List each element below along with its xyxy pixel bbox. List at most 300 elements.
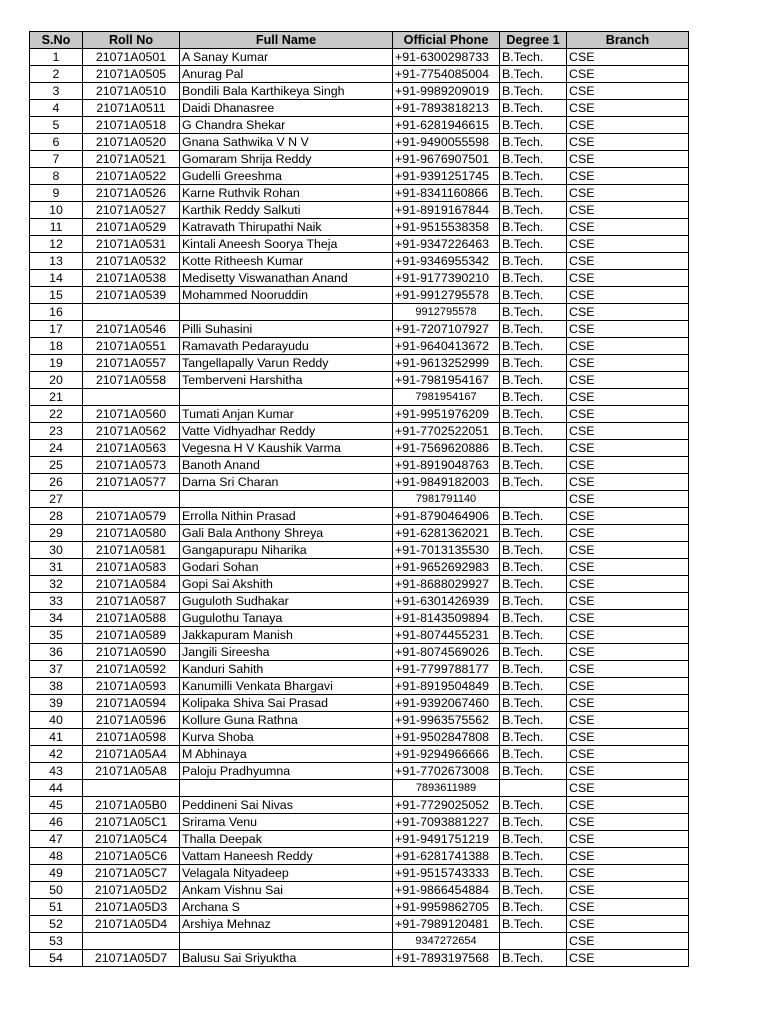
cell-degree: B.Tech. <box>500 134 567 151</box>
cell-full-name: Anurag Pal <box>180 66 393 83</box>
cell-full-name: Vattam Haneesh Reddy <box>180 848 393 865</box>
cell-roll-no: 21071A0588 <box>83 610 180 627</box>
table-row <box>30 695 689 712</box>
cell-full-name: Karne Ruthvik Rohan <box>180 185 393 202</box>
cell-full-name: Gangapurapu Niharika <box>180 542 393 559</box>
cell-branch: CSE <box>567 287 689 304</box>
cell-roll-no: 21071A0557 <box>83 355 180 372</box>
cell-sno: 25 <box>30 457 83 474</box>
cell-branch: CSE <box>567 117 689 134</box>
cell-sno: 37 <box>30 661 83 678</box>
cell-sno: 27 <box>30 491 83 508</box>
table-row <box>30 848 689 865</box>
cell-roll-no: 21071A0531 <box>83 236 180 253</box>
table-row <box>30 66 689 83</box>
cell-degree: B.Tech. <box>500 899 567 916</box>
cell-branch: CSE <box>567 66 689 83</box>
table-row <box>30 780 689 797</box>
table-body <box>30 49 689 967</box>
cell-degree: B.Tech. <box>500 304 567 321</box>
cell-full-name: Pilli Suhasini <box>180 321 393 338</box>
table-row <box>30 406 689 423</box>
cell-roll-no: 21071A0589 <box>83 627 180 644</box>
cell-full-name: Gnana Sathwika V N V <box>180 134 393 151</box>
cell-branch: CSE <box>567 474 689 491</box>
cell-branch: CSE <box>567 865 689 882</box>
cell-roll-no <box>83 491 180 508</box>
cell-roll-no: 21071A05C4 <box>83 831 180 848</box>
cell-degree: B.Tech. <box>500 593 567 610</box>
table-row <box>30 457 689 474</box>
cell-degree: B.Tech. <box>500 338 567 355</box>
header-degree: Degree 1 <box>500 32 567 49</box>
cell-official-phone: +91-7013135530 <box>393 542 500 559</box>
cell-branch: CSE <box>567 423 689 440</box>
table-row <box>30 712 689 729</box>
cell-degree: B.Tech. <box>500 83 567 100</box>
cell-roll-no: 21071A0522 <box>83 168 180 185</box>
cell-sno: 18 <box>30 338 83 355</box>
table-row <box>30 729 689 746</box>
table-row <box>30 882 689 899</box>
cell-roll-no <box>83 389 180 406</box>
cell-branch: CSE <box>567 338 689 355</box>
cell-roll-no: 21071A0520 <box>83 134 180 151</box>
cell-full-name: Balusu Sai Sriyuktha <box>180 950 393 967</box>
table-row <box>30 542 689 559</box>
cell-full-name: Archana S <box>180 899 393 916</box>
cell-roll-no: 21071A0583 <box>83 559 180 576</box>
cell-degree: B.Tech. <box>500 440 567 457</box>
cell-sno: 7 <box>30 151 83 168</box>
cell-full-name: Daidi Dhanasree <box>180 100 393 117</box>
cell-degree: B.Tech. <box>500 661 567 678</box>
cell-full-name: Darna Sri Charan <box>180 474 393 491</box>
cell-sno: 29 <box>30 525 83 542</box>
cell-roll-no: 21071A0579 <box>83 508 180 525</box>
cell-official-phone: +91-9490055598 <box>393 134 500 151</box>
cell-official-phone: +91-9959862705 <box>393 899 500 916</box>
cell-sno: 45 <box>30 797 83 814</box>
table-row <box>30 49 689 66</box>
cell-full-name <box>180 491 393 508</box>
cell-sno: 21 <box>30 389 83 406</box>
cell-degree: B.Tech. <box>500 117 567 134</box>
cell-roll-no: 21071A05D4 <box>83 916 180 933</box>
table-row <box>30 236 689 253</box>
cell-degree: B.Tech. <box>500 644 567 661</box>
cell-official-phone: 9347272654 <box>393 933 500 950</box>
cell-roll-no: 21071A0577 <box>83 474 180 491</box>
cell-official-phone: +91-9676907501 <box>393 151 500 168</box>
cell-degree: B.Tech. <box>500 882 567 899</box>
cell-branch: CSE <box>567 916 689 933</box>
cell-official-phone: +91-9391251745 <box>393 168 500 185</box>
table-row <box>30 304 689 321</box>
cell-official-phone: +91-7893818213 <box>393 100 500 117</box>
cell-degree: B.Tech. <box>500 355 567 372</box>
cell-roll-no: 21071A0587 <box>83 593 180 610</box>
cell-sno: 23 <box>30 423 83 440</box>
table-row <box>30 389 689 406</box>
cell-full-name: Thalla Deepak <box>180 831 393 848</box>
cell-branch: CSE <box>567 899 689 916</box>
table-row <box>30 644 689 661</box>
table-row <box>30 100 689 117</box>
cell-degree: B.Tech. <box>500 389 567 406</box>
cell-branch: CSE <box>567 151 689 168</box>
cell-branch: CSE <box>567 440 689 457</box>
cell-degree: B.Tech. <box>500 729 567 746</box>
cell-official-phone: +91-7981954167 <box>393 372 500 389</box>
cell-full-name: Tumati Anjan Kumar <box>180 406 393 423</box>
cell-sno: 15 <box>30 287 83 304</box>
table-row <box>30 933 689 950</box>
table-row <box>30 576 689 593</box>
cell-official-phone: +91-6281946615 <box>393 117 500 134</box>
cell-degree: B.Tech. <box>500 100 567 117</box>
cell-full-name: Karthik Reddy Salkuti <box>180 202 393 219</box>
cell-sno: 8 <box>30 168 83 185</box>
cell-roll-no: 21071A0581 <box>83 542 180 559</box>
cell-official-phone: +91-7989120481 <box>393 916 500 933</box>
cell-roll-no: 21071A0518 <box>83 117 180 134</box>
cell-sno: 4 <box>30 100 83 117</box>
cell-full-name <box>180 933 393 950</box>
table-row <box>30 831 689 848</box>
cell-full-name: Kolipaka Shiva Sai Prasad <box>180 695 393 712</box>
cell-official-phone: +91-9502847808 <box>393 729 500 746</box>
cell-branch: CSE <box>567 100 689 117</box>
cell-sno: 42 <box>30 746 83 763</box>
cell-degree: B.Tech. <box>500 576 567 593</box>
cell-branch: CSE <box>567 372 689 389</box>
cell-official-phone: +91-9963575562 <box>393 712 500 729</box>
cell-roll-no: 21071A0526 <box>83 185 180 202</box>
cell-sno: 17 <box>30 321 83 338</box>
cell-branch: CSE <box>567 168 689 185</box>
cell-full-name: Medisetty Viswanathan Anand <box>180 270 393 287</box>
table-row <box>30 440 689 457</box>
cell-degree: B.Tech. <box>500 66 567 83</box>
table-row <box>30 593 689 610</box>
table-row <box>30 270 689 287</box>
table-row <box>30 661 689 678</box>
cell-official-phone: +91-8790464906 <box>393 508 500 525</box>
cell-roll-no: 21071A0590 <box>83 644 180 661</box>
cell-branch: CSE <box>567 627 689 644</box>
cell-full-name: Kurva Shoba <box>180 729 393 746</box>
table-row <box>30 83 689 100</box>
cell-sno: 54 <box>30 950 83 967</box>
cell-sno: 10 <box>30 202 83 219</box>
cell-official-phone: +91-8919048763 <box>393 457 500 474</box>
cell-official-phone: +91-9849182003 <box>393 474 500 491</box>
cell-full-name: Katravath Thirupathi Naik <box>180 219 393 236</box>
cell-roll-no: 21071A05C7 <box>83 865 180 882</box>
cell-branch: CSE <box>567 457 689 474</box>
cell-full-name: Peddineni Sai Nivas <box>180 797 393 814</box>
cell-degree <box>500 780 567 797</box>
cell-sno: 28 <box>30 508 83 525</box>
cell-branch: CSE <box>567 83 689 100</box>
cell-full-name <box>180 780 393 797</box>
cell-full-name: Kollure Guna Rathna <box>180 712 393 729</box>
cell-degree <box>500 491 567 508</box>
cell-sno: 44 <box>30 780 83 797</box>
cell-roll-no: 21071A05C6 <box>83 848 180 865</box>
cell-full-name: Jakkapuram Manish <box>180 627 393 644</box>
cell-full-name: Temberveni Harshitha <box>180 372 393 389</box>
cell-branch: CSE <box>567 695 689 712</box>
cell-roll-no: 21071A0562 <box>83 423 180 440</box>
cell-roll-no: 21071A0539 <box>83 287 180 304</box>
cell-roll-no: 21071A0511 <box>83 100 180 117</box>
cell-branch: CSE <box>567 831 689 848</box>
cell-official-phone: +91-6281741388 <box>393 848 500 865</box>
cell-sno: 32 <box>30 576 83 593</box>
header-full-name: Full Name <box>180 32 393 49</box>
cell-full-name: Paloju Pradhyumna <box>180 763 393 780</box>
cell-sno: 46 <box>30 814 83 831</box>
cell-branch: CSE <box>567 49 689 66</box>
cell-roll-no: 21071A05B0 <box>83 797 180 814</box>
cell-branch: CSE <box>567 610 689 627</box>
cell-full-name: Srirama Venu <box>180 814 393 831</box>
cell-branch: CSE <box>567 712 689 729</box>
cell-roll-no: 21071A05A8 <box>83 763 180 780</box>
table-row <box>30 185 689 202</box>
cell-branch: CSE <box>567 202 689 219</box>
cell-degree: B.Tech. <box>500 457 567 474</box>
cell-roll-no: 21071A0584 <box>83 576 180 593</box>
header-roll-no: Roll No <box>83 32 180 49</box>
cell-sno: 43 <box>30 763 83 780</box>
table-row <box>30 321 689 338</box>
cell-full-name: Kotte Ritheesh Kumar <box>180 253 393 270</box>
cell-roll-no: 21071A0521 <box>83 151 180 168</box>
cell-official-phone: +91-9347226463 <box>393 236 500 253</box>
cell-branch: CSE <box>567 355 689 372</box>
table-row <box>30 253 689 270</box>
cell-degree: B.Tech. <box>500 508 567 525</box>
cell-degree: B.Tech. <box>500 542 567 559</box>
cell-official-phone: 7981954167 <box>393 389 500 406</box>
table-row <box>30 627 689 644</box>
cell-sno: 47 <box>30 831 83 848</box>
cell-official-phone: +91-9392067460 <box>393 695 500 712</box>
cell-full-name: Guguloth Sudhakar <box>180 593 393 610</box>
cell-branch: CSE <box>567 389 689 406</box>
cell-sno: 30 <box>30 542 83 559</box>
cell-sno: 14 <box>30 270 83 287</box>
cell-full-name: Tangellapally Varun Reddy <box>180 355 393 372</box>
cell-official-phone: +91-6300298733 <box>393 49 500 66</box>
cell-full-name: Gomaram Shrija Reddy <box>180 151 393 168</box>
table-row <box>30 865 689 882</box>
cell-degree: B.Tech. <box>500 321 567 338</box>
cell-degree: B.Tech. <box>500 610 567 627</box>
cell-full-name: Vatte Vidhyadhar Reddy <box>180 423 393 440</box>
table-row <box>30 610 689 627</box>
cell-sno: 35 <box>30 627 83 644</box>
cell-official-phone: +91-7702522051 <box>393 423 500 440</box>
cell-full-name: Gugulothu Tanaya <box>180 610 393 627</box>
cell-official-phone: +91-9613252999 <box>393 355 500 372</box>
cell-roll-no: 21071A0563 <box>83 440 180 457</box>
table-row <box>30 678 689 695</box>
cell-degree: B.Tech. <box>500 916 567 933</box>
cell-roll-no: 21071A0573 <box>83 457 180 474</box>
cell-roll-no: 21071A0546 <box>83 321 180 338</box>
cell-sno: 51 <box>30 899 83 916</box>
cell-official-phone: +91-9951976209 <box>393 406 500 423</box>
table-row <box>30 134 689 151</box>
cell-degree: B.Tech. <box>500 763 567 780</box>
cell-degree: B.Tech. <box>500 423 567 440</box>
cell-branch: CSE <box>567 491 689 508</box>
cell-degree: B.Tech. <box>500 219 567 236</box>
cell-roll-no: 21071A05A4 <box>83 746 180 763</box>
table-row <box>30 287 689 304</box>
cell-roll-no: 21071A0593 <box>83 678 180 695</box>
cell-branch: CSE <box>567 933 689 950</box>
cell-roll-no: 21071A0538 <box>83 270 180 287</box>
cell-branch: CSE <box>567 304 689 321</box>
cell-branch: CSE <box>567 848 689 865</box>
cell-degree: B.Tech. <box>500 372 567 389</box>
cell-sno: 3 <box>30 83 83 100</box>
cell-sno: 36 <box>30 644 83 661</box>
cell-branch: CSE <box>567 219 689 236</box>
cell-roll-no: 21071A0560 <box>83 406 180 423</box>
cell-full-name <box>180 389 393 406</box>
cell-official-phone: +91-8074455231 <box>393 627 500 644</box>
cell-official-phone: +91-8341160866 <box>393 185 500 202</box>
cell-official-phone: +91-9640413672 <box>393 338 500 355</box>
cell-sno: 48 <box>30 848 83 865</box>
cell-degree: B.Tech. <box>500 287 567 304</box>
cell-official-phone: +91-9177390210 <box>393 270 500 287</box>
cell-sno: 13 <box>30 253 83 270</box>
cell-degree: B.Tech. <box>500 746 567 763</box>
cell-sno: 9 <box>30 185 83 202</box>
cell-full-name: M Abhinaya <box>180 746 393 763</box>
cell-full-name: Errolla Nithin Prasad <box>180 508 393 525</box>
cell-branch: CSE <box>567 950 689 967</box>
cell-sno: 41 <box>30 729 83 746</box>
table-row <box>30 151 689 168</box>
cell-roll-no <box>83 780 180 797</box>
cell-degree: B.Tech. <box>500 865 567 882</box>
cell-branch: CSE <box>567 525 689 542</box>
cell-sno: 22 <box>30 406 83 423</box>
cell-sno: 34 <box>30 610 83 627</box>
cell-branch: CSE <box>567 508 689 525</box>
cell-full-name: Gali Bala Anthony Shreya <box>180 525 393 542</box>
table-row <box>30 474 689 491</box>
cell-full-name: Velagala Nityadeep <box>180 865 393 882</box>
cell-full-name: Bondili Bala Karthikeya Singh <box>180 83 393 100</box>
cell-full-name: Arshiya Mehnaz <box>180 916 393 933</box>
cell-official-phone: +91-9989209019 <box>393 83 500 100</box>
cell-roll-no: 21071A05D7 <box>83 950 180 967</box>
cell-full-name: Gopi Sai Akshith <box>180 576 393 593</box>
table-row <box>30 423 689 440</box>
cell-sno: 38 <box>30 678 83 695</box>
cell-official-phone: 7981791140 <box>393 491 500 508</box>
cell-official-phone: +91-9912795578 <box>393 287 500 304</box>
cell-branch: CSE <box>567 576 689 593</box>
cell-sno: 6 <box>30 134 83 151</box>
cell-official-phone: +91-8143509894 <box>393 610 500 627</box>
table-row <box>30 117 689 134</box>
cell-official-phone: +91-7702673008 <box>393 763 500 780</box>
cell-sno: 16 <box>30 304 83 321</box>
cell-roll-no: 21071A05D2 <box>83 882 180 899</box>
cell-degree: B.Tech. <box>500 525 567 542</box>
cell-degree <box>500 933 567 950</box>
cell-full-name: Jangili Sireesha <box>180 644 393 661</box>
cell-degree: B.Tech. <box>500 627 567 644</box>
cell-official-phone: +91-7729025052 <box>393 797 500 814</box>
cell-full-name: Kanduri Sahith <box>180 661 393 678</box>
cell-degree: B.Tech. <box>500 236 567 253</box>
cell-sno: 1 <box>30 49 83 66</box>
cell-sno: 49 <box>30 865 83 882</box>
cell-official-phone: +91-6301426939 <box>393 593 500 610</box>
cell-sno: 5 <box>30 117 83 134</box>
cell-official-phone: +91-7207107927 <box>393 321 500 338</box>
cell-official-phone: 9912795578 <box>393 304 500 321</box>
header-row <box>30 32 689 49</box>
table-row <box>30 372 689 389</box>
cell-official-phone: +91-7569620886 <box>393 440 500 457</box>
table-row <box>30 168 689 185</box>
cell-branch: CSE <box>567 678 689 695</box>
table-row <box>30 950 689 967</box>
cell-official-phone: +91-8919504849 <box>393 678 500 695</box>
cell-roll-no: 21071A05C1 <box>83 814 180 831</box>
cell-full-name <box>180 304 393 321</box>
table-row <box>30 202 689 219</box>
table-row <box>30 219 689 236</box>
cell-branch: CSE <box>567 797 689 814</box>
cell-roll-no: 21071A0529 <box>83 219 180 236</box>
cell-degree: B.Tech. <box>500 49 567 66</box>
cell-official-phone: +91-8688029927 <box>393 576 500 593</box>
table-row <box>30 355 689 372</box>
cell-sno: 11 <box>30 219 83 236</box>
cell-roll-no: 21071A0598 <box>83 729 180 746</box>
cell-branch: CSE <box>567 746 689 763</box>
cell-full-name: A Sanay Kumar <box>180 49 393 66</box>
cell-branch: CSE <box>567 661 689 678</box>
cell-roll-no: 21071A0505 <box>83 66 180 83</box>
cell-sno: 50 <box>30 882 83 899</box>
cell-sno: 53 <box>30 933 83 950</box>
header-official-phone: Official Phone <box>393 32 500 49</box>
cell-roll-no: 21071A0510 <box>83 83 180 100</box>
cell-full-name: G Chandra Shekar <box>180 117 393 134</box>
table-row <box>30 746 689 763</box>
cell-full-name: Ankam Vishnu Sai <box>180 882 393 899</box>
cell-degree: B.Tech. <box>500 406 567 423</box>
cell-sno: 19 <box>30 355 83 372</box>
cell-branch: CSE <box>567 763 689 780</box>
cell-branch: CSE <box>567 882 689 899</box>
table-row <box>30 559 689 576</box>
